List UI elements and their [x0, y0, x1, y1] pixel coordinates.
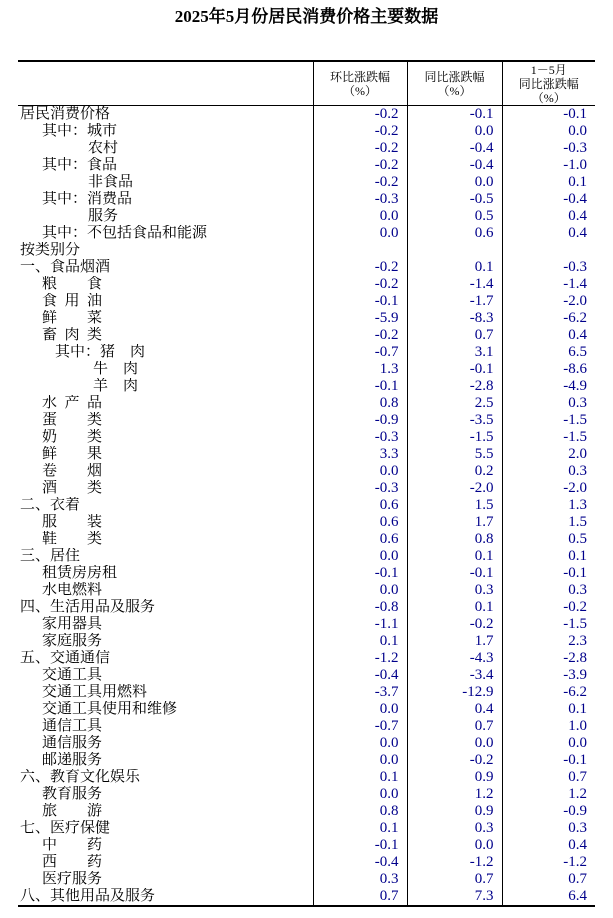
table-row [18, 667, 595, 684]
table-row [18, 293, 595, 310]
value-cell-ytd: -0.4 [502, 191, 595, 208]
row-label: 教育服务 [42, 786, 103, 802]
value-cell-ytd: -2.0 [502, 480, 595, 497]
value-cell-ytd: 0.4 [502, 208, 595, 225]
row-label: 服 装 [42, 514, 103, 530]
value-cell-mom: 0.0 [313, 752, 407, 769]
value-cell-mom: -0.3 [313, 429, 407, 446]
row-label: 鲜 菜 [42, 310, 103, 326]
value-cell-yoy: 0.7 [407, 327, 502, 344]
row-label: 二、衣着 [20, 497, 81, 513]
table-row [18, 378, 595, 395]
value-cell-ytd: -1.4 [502, 276, 595, 293]
header-empty-cell [18, 61, 313, 106]
value-cell-ytd: -6.2 [502, 684, 595, 701]
value-cell-mom: -0.2 [313, 327, 407, 344]
row-label: 服务 [88, 208, 119, 224]
row-label: 四、生活用品及服务 [20, 599, 156, 615]
value-cell-yoy: -1.5 [407, 429, 502, 446]
value-cell-yoy: 0.6 [407, 225, 502, 242]
header-mom-change [313, 61, 407, 106]
value-cell-ytd: -0.3 [502, 259, 595, 276]
value-cell-ytd: 2.0 [502, 446, 595, 463]
value-cell-ytd: 0.3 [502, 463, 595, 480]
value-cell-yoy [407, 242, 502, 259]
table-row [18, 174, 595, 191]
value-cell-ytd: 1.2 [502, 786, 595, 803]
value-cell-ytd: -2.0 [502, 293, 595, 310]
table-row [18, 480, 595, 497]
value-cell-mom: -0.2 [313, 259, 407, 276]
row-label: 租赁房房租 [42, 565, 118, 581]
table-row [18, 344, 595, 361]
value-cell-yoy: 7.3 [407, 888, 502, 906]
value-cell-ytd: 0.1 [502, 701, 595, 718]
row-label: 水 产 品 [42, 395, 103, 411]
value-cell-ytd: -0.2 [502, 599, 595, 616]
row-label: 西 药 [42, 854, 103, 870]
value-cell-yoy: -8.3 [407, 310, 502, 327]
value-cell-mom: 1.3 [313, 361, 407, 378]
value-cell-mom: -0.1 [313, 293, 407, 310]
table-row [18, 820, 595, 837]
table-row [18, 531, 595, 548]
table-row [18, 276, 595, 293]
value-cell-mom [313, 242, 407, 259]
value-cell-mom: 0.6 [313, 497, 407, 514]
value-cell-yoy: -0.1 [407, 106, 502, 124]
header-yoy-change [407, 61, 502, 106]
value-cell-mom: 0.7 [313, 888, 407, 906]
header-line: （%） [437, 83, 472, 98]
value-cell-mom: 0.0 [313, 582, 407, 599]
row-label: 三、居住 [20, 548, 81, 564]
table-row [18, 565, 595, 582]
table-row [18, 616, 595, 633]
value-cell-mom: -0.2 [313, 123, 407, 140]
table-row [18, 225, 595, 242]
row-label: 居民消费价格 [20, 106, 111, 122]
value-cell-mom: -5.9 [313, 310, 407, 327]
value-cell-yoy: 0.7 [407, 718, 502, 735]
header-line: （%） [531, 90, 566, 105]
value-cell-yoy: -0.4 [407, 140, 502, 157]
row-label: 通信服务 [42, 735, 103, 751]
table-row [18, 463, 595, 480]
row-label: 按类别分 [20, 242, 81, 258]
value-cell-yoy: -12.9 [407, 684, 502, 701]
row-label: 其中：消费品 [42, 191, 133, 207]
value-cell-ytd: 1.3 [502, 497, 595, 514]
row-label: 其中：食品 [42, 157, 118, 173]
header-line: （%） [343, 83, 377, 98]
table-row [18, 701, 595, 718]
page-title: 2025年5月份居民消费价格主要数据 [174, 7, 439, 26]
value-cell-mom: 0.0 [313, 225, 407, 242]
row-label: 农村 [88, 140, 119, 156]
value-cell-yoy: 0.5 [407, 208, 502, 225]
row-label: 水电燃料 [42, 582, 103, 598]
value-cell-ytd: 0.5 [502, 531, 595, 548]
row-label: 交通工具用燃料 [42, 684, 148, 700]
value-cell-mom: -0.2 [313, 157, 407, 174]
value-cell-mom: 0.8 [313, 803, 407, 820]
value-cell-mom: 0.0 [313, 548, 407, 565]
value-cell-yoy: 0.3 [407, 582, 502, 599]
value-cell-yoy: 0.1 [407, 548, 502, 565]
table-row [18, 548, 595, 565]
table-row [18, 599, 595, 616]
value-cell-ytd [502, 242, 595, 259]
value-cell-ytd: 2.3 [502, 633, 595, 650]
value-cell-mom: -0.3 [313, 480, 407, 497]
value-cell-yoy: 0.1 [407, 599, 502, 616]
value-cell-mom: -0.2 [313, 276, 407, 293]
table-body [18, 106, 595, 907]
value-cell-yoy: -0.1 [407, 361, 502, 378]
row-label: 中 药 [42, 837, 103, 853]
value-cell-yoy: 2.5 [407, 395, 502, 412]
value-cell-mom: -0.9 [313, 412, 407, 429]
value-cell-yoy: 0.1 [407, 259, 502, 276]
value-cell-mom: 0.0 [313, 701, 407, 718]
row-label: 旅 游 [42, 803, 103, 819]
value-cell-yoy: -1.4 [407, 276, 502, 293]
table-row [18, 123, 595, 140]
row-label: 其中：猪 肉 [55, 344, 146, 360]
table-row [18, 208, 595, 225]
value-cell-yoy: -0.2 [407, 752, 502, 769]
value-cell-mom: -0.7 [313, 718, 407, 735]
value-cell-yoy: -0.5 [407, 191, 502, 208]
table-row [18, 514, 595, 531]
table-row [18, 361, 595, 378]
value-cell-ytd: -0.1 [502, 565, 595, 582]
value-cell-yoy: -1.7 [407, 293, 502, 310]
table-row [18, 854, 595, 871]
value-cell-ytd: -0.3 [502, 140, 595, 157]
table-row [18, 429, 595, 446]
row-label: 食 用 油 [42, 293, 103, 309]
row-label: 鲜 果 [42, 446, 103, 462]
table-row [18, 259, 595, 276]
value-cell-mom: -0.4 [313, 667, 407, 684]
table-row [18, 786, 595, 803]
value-cell-ytd: -4.9 [502, 378, 595, 395]
value-cell-yoy: 1.2 [407, 786, 502, 803]
table-row [18, 718, 595, 735]
value-cell-mom: -0.3 [313, 191, 407, 208]
value-cell-yoy: -0.1 [407, 565, 502, 582]
row-label: 医疗服务 [42, 871, 103, 887]
value-cell-mom: -3.7 [313, 684, 407, 701]
value-cell-mom: 0.6 [313, 531, 407, 548]
value-cell-mom: 0.8 [313, 395, 407, 412]
value-cell-mom: -0.2 [313, 140, 407, 157]
row-label: 家庭服务 [42, 633, 103, 649]
value-cell-ytd: -1.5 [502, 429, 595, 446]
header-line: 同比涨跌幅 [424, 69, 485, 84]
value-cell-mom: 3.3 [313, 446, 407, 463]
table-row [18, 191, 595, 208]
row-label: 通信工具 [42, 718, 103, 734]
value-cell-yoy: 0.7 [407, 871, 502, 888]
table-row [18, 446, 595, 463]
value-cell-yoy: 0.8 [407, 531, 502, 548]
value-cell-mom: 0.0 [313, 463, 407, 480]
value-cell-mom: -0.4 [313, 854, 407, 871]
value-cell-yoy: 0.9 [407, 769, 502, 786]
row-label: 交通工具 [42, 667, 103, 683]
value-cell-ytd: 1.0 [502, 718, 595, 735]
cpi-table [18, 60, 595, 907]
value-cell-yoy: 0.2 [407, 463, 502, 480]
table-row [18, 888, 595, 906]
table-row [18, 582, 595, 599]
row-label: 七、医疗保健 [20, 820, 111, 836]
value-cell-ytd: -1.0 [502, 157, 595, 174]
value-cell-yoy: 0.3 [407, 820, 502, 837]
header-row [18, 61, 595, 106]
value-cell-mom: 0.1 [313, 769, 407, 786]
row-label: 奶 类 [42, 429, 103, 445]
row-label: 蛋 类 [42, 412, 103, 428]
value-cell-mom: 0.1 [313, 633, 407, 650]
value-cell-yoy: -2.8 [407, 378, 502, 395]
row-label: 八、其他用品及服务 [20, 888, 156, 904]
value-cell-ytd: 0.1 [502, 548, 595, 565]
value-cell-mom: -1.1 [313, 616, 407, 633]
value-cell-ytd: -1.2 [502, 854, 595, 871]
value-cell-ytd: -0.9 [502, 803, 595, 820]
row-label: 酒 类 [42, 480, 103, 496]
row-label: 其中：不包括食品和能源 [42, 225, 208, 241]
value-cell-mom: -0.2 [313, 106, 407, 124]
table-row [18, 497, 595, 514]
row-label: 鞋 类 [42, 531, 103, 547]
value-cell-yoy: 5.5 [407, 446, 502, 463]
value-cell-yoy: 0.0 [407, 735, 502, 752]
table-row [18, 871, 595, 888]
value-cell-mom: 0.0 [313, 735, 407, 752]
header-line: 环比涨跌幅 [329, 69, 390, 84]
row-label: 粮 食 [42, 276, 103, 292]
value-cell-yoy: 0.9 [407, 803, 502, 820]
value-cell-ytd: 0.4 [502, 837, 595, 854]
value-cell-ytd: 1.5 [502, 514, 595, 531]
value-cell-yoy: -0.2 [407, 616, 502, 633]
table-row [18, 837, 595, 854]
value-cell-ytd: -1.5 [502, 412, 595, 429]
value-cell-yoy: -3.4 [407, 667, 502, 684]
value-cell-ytd: -1.5 [502, 616, 595, 633]
row-label: 邮递服务 [42, 752, 103, 768]
table-header [18, 61, 595, 106]
value-cell-ytd: -2.8 [502, 650, 595, 667]
value-cell-ytd: 0.4 [502, 327, 595, 344]
table-row [18, 650, 595, 667]
table-row [18, 395, 595, 412]
table-row [18, 684, 595, 701]
value-cell-ytd: 6.4 [502, 888, 595, 906]
value-cell-mom: 0.3 [313, 871, 407, 888]
value-cell-mom: 0.0 [313, 208, 407, 225]
table-row [18, 310, 595, 327]
row-label: 畜 肉 类 [42, 327, 103, 343]
value-cell-yoy: 1.7 [407, 514, 502, 531]
row-label: 非食品 [88, 174, 134, 190]
value-cell-yoy: 0.0 [407, 837, 502, 854]
value-cell-ytd: 0.0 [502, 123, 595, 140]
value-cell-ytd: 0.3 [502, 820, 595, 837]
table-row [18, 157, 595, 174]
table-row [18, 803, 595, 820]
value-cell-ytd: -0.1 [502, 106, 595, 124]
value-cell-yoy: -4.3 [407, 650, 502, 667]
table-row [18, 106, 595, 124]
table-row [18, 242, 595, 259]
row-label: 羊 肉 [93, 378, 139, 394]
row-label: 牛 肉 [93, 361, 139, 377]
header-ytd-yoy-change [502, 61, 595, 106]
value-cell-yoy: -0.4 [407, 157, 502, 174]
table-row [18, 412, 595, 429]
value-cell-ytd: 0.4 [502, 225, 595, 242]
value-cell-mom: -1.2 [313, 650, 407, 667]
row-label: 一、食品烟酒 [20, 259, 111, 275]
value-cell-yoy: 1.7 [407, 633, 502, 650]
table-row [18, 752, 595, 769]
row-label: 卷 烟 [42, 463, 103, 479]
value-cell-ytd: 0.3 [502, 395, 595, 412]
value-cell-mom: 0.0 [313, 786, 407, 803]
header-line: 1－5月 [530, 62, 567, 77]
value-cell-yoy: 0.4 [407, 701, 502, 718]
value-cell-mom: -0.8 [313, 599, 407, 616]
value-cell-yoy: 0.0 [407, 174, 502, 191]
table-row [18, 769, 595, 786]
value-cell-mom: 0.1 [313, 820, 407, 837]
value-cell-mom: -0.7 [313, 344, 407, 361]
table-row [18, 633, 595, 650]
row-label: 交通工具使用和维修 [42, 701, 178, 717]
value-cell-yoy: 3.1 [407, 344, 502, 361]
value-cell-ytd: 0.1 [502, 174, 595, 191]
value-cell-ytd: -8.6 [502, 361, 595, 378]
value-cell-mom: -0.1 [313, 837, 407, 854]
value-cell-ytd: 0.7 [502, 769, 595, 786]
value-cell-ytd: 0.7 [502, 871, 595, 888]
value-cell-ytd: 0.0 [502, 735, 595, 752]
row-label: 其中：城市 [42, 123, 118, 139]
table-row [18, 140, 595, 157]
header-line: 同比涨跌幅 [518, 76, 579, 91]
row-label: 六、教育文化娱乐 [20, 769, 141, 785]
table-row [18, 735, 595, 752]
value-cell-yoy: 0.0 [407, 123, 502, 140]
value-cell-mom: -0.2 [313, 174, 407, 191]
value-cell-yoy: -3.5 [407, 412, 502, 429]
value-cell-ytd: 0.3 [502, 582, 595, 599]
value-cell-mom: 0.6 [313, 514, 407, 531]
row-label: 家用器具 [42, 616, 103, 632]
value-cell-yoy: -1.2 [407, 854, 502, 871]
value-cell-ytd: 6.5 [502, 344, 595, 361]
value-cell-mom: -0.1 [313, 565, 407, 582]
value-cell-ytd: -6.2 [502, 310, 595, 327]
row-label: 五、交通通信 [20, 650, 111, 666]
value-cell-ytd: -0.1 [502, 752, 595, 769]
table-row [18, 327, 595, 344]
value-cell-yoy: -2.0 [407, 480, 502, 497]
value-cell-yoy: 1.5 [407, 497, 502, 514]
value-cell-mom: -0.1 [313, 378, 407, 395]
value-cell-ytd: -3.9 [502, 667, 595, 684]
